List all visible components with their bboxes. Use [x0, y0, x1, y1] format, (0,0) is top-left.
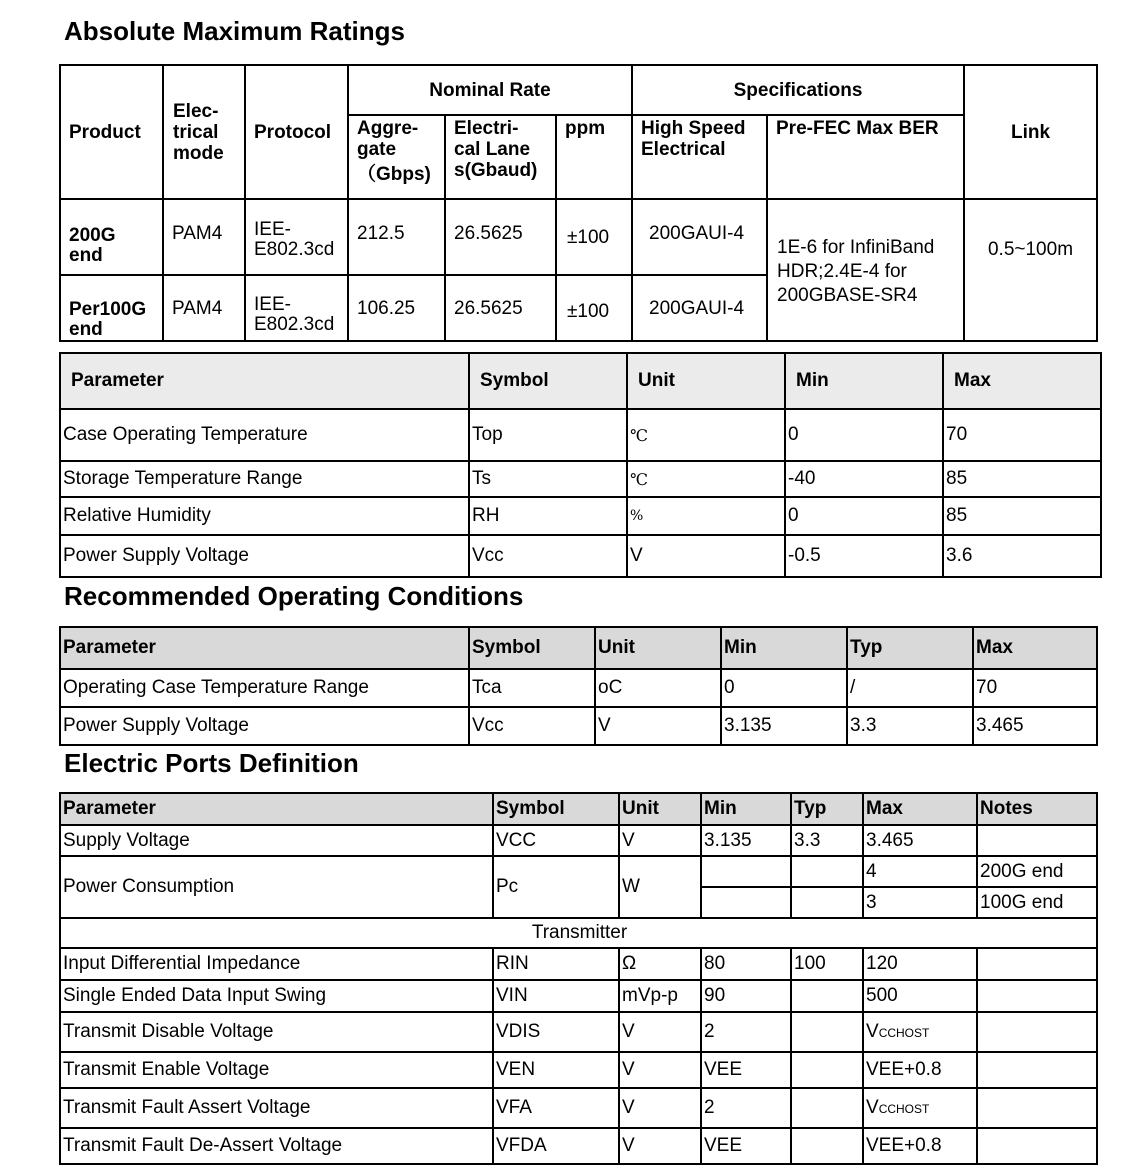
- header-max: Max: [863, 793, 977, 825]
- cell-max: [863, 1012, 977, 1052]
- cell-symbol: VIN: [493, 980, 619, 1012]
- cell-typ: 3.3: [791, 825, 863, 856]
- cell-parameter: Case Operating Temperature: [60, 409, 469, 461]
- table-row: [60, 1088, 1097, 1128]
- table-row: [60, 825, 1097, 856]
- cell-parameter: Transmit Fault Assert Voltage: [60, 1088, 493, 1128]
- product-line2: end: [69, 245, 103, 266]
- header-mode: [163, 65, 245, 199]
- header-lane-line1: Electri-: [454, 118, 519, 139]
- cell-symbol: Ts: [469, 461, 627, 497]
- cell-min: -40: [785, 461, 943, 497]
- cell-unit: ℃: [627, 409, 785, 461]
- cell-max: 3.6: [943, 535, 1101, 577]
- table-row: [60, 497, 1101, 535]
- cell-typ: [791, 887, 863, 918]
- cell-symbol: Vcc: [469, 707, 595, 745]
- header-high-speed: [632, 115, 767, 199]
- cell-min: -0.5: [785, 535, 943, 577]
- header-typ: Typ: [791, 793, 863, 825]
- cell-min: 2: [701, 1012, 791, 1052]
- ppm-cell: ±100: [556, 275, 632, 341]
- cell-parameter: Storage Temperature Range: [60, 461, 469, 497]
- cell-max: [863, 1088, 977, 1128]
- cell-unit: V: [619, 1088, 701, 1128]
- cell-max: VEE+0.8: [863, 1128, 977, 1164]
- header-link: Link: [964, 65, 1097, 199]
- cell-min: 0: [721, 669, 847, 707]
- product-cell: [60, 199, 163, 275]
- cell-max: 3: [863, 887, 977, 918]
- cell-unit: V: [619, 1012, 701, 1052]
- cell-unit: oC: [595, 669, 721, 707]
- cell-max: 70: [973, 669, 1097, 707]
- cell-notes: [977, 1052, 1097, 1088]
- cell-max: 3.465: [973, 707, 1097, 745]
- cell-symbol: Pc: [493, 856, 619, 918]
- cell-parameter: Transmit Fault De-Assert Voltage: [60, 1128, 493, 1164]
- product-line1: Per100G: [69, 299, 147, 320]
- section-title-absolute-max: Absolute Maximum Ratings: [64, 16, 405, 46]
- absolute-max-table: [59, 352, 1102, 578]
- header-unit: Unit: [627, 353, 785, 409]
- cell-parameter: Transmit Disable Voltage: [60, 1012, 493, 1052]
- header-ber: Pre-FEC Max BER: [767, 115, 964, 199]
- cell-parameter: Operating Case Temperature Range: [60, 669, 469, 707]
- header-max: Max: [973, 627, 1097, 669]
- table-row: [60, 948, 1097, 980]
- cell-max: 120: [863, 948, 977, 980]
- cell-parameter: Single Ended Data Input Swing: [60, 980, 493, 1012]
- header-symbol: Symbol: [469, 353, 627, 409]
- cell-min: 90: [701, 980, 791, 1012]
- header-mode-line2: trical: [173, 121, 219, 143]
- protocol-line2: E802.3cd: [254, 314, 335, 335]
- header-typ: Typ: [847, 627, 973, 669]
- cell-typ: [791, 1052, 863, 1088]
- header-product: Product: [60, 65, 163, 199]
- header-mode-line1: Elec-: [173, 100, 219, 122]
- header-lane-line3: s(Gbaud): [454, 160, 538, 181]
- cell-max: VEE+0.8: [863, 1052, 977, 1088]
- cell-unit: W: [619, 856, 701, 918]
- high-speed-cell: 200GAUI-4: [632, 275, 767, 341]
- cell-min: [701, 856, 791, 887]
- protocol-cell: [245, 275, 348, 341]
- cell-typ: 3.3: [847, 707, 973, 745]
- mode-cell: PAM4: [163, 199, 245, 275]
- cell-symbol: RH: [469, 497, 627, 535]
- cell-max: 500: [863, 980, 977, 1012]
- cell-notes: [977, 1128, 1097, 1164]
- header-mode-line3: mode: [173, 142, 224, 164]
- lane-cell: 26.5625: [445, 275, 556, 341]
- cell-min: 3.135: [701, 825, 791, 856]
- cell-notes: [977, 1012, 1097, 1052]
- cell-unit: mVp-p: [619, 980, 701, 1012]
- section-title-electric-ports: Electric Ports Definition: [64, 748, 359, 778]
- header-aggregate-line3: （Gbps): [357, 164, 431, 185]
- header-parameter: Parameter: [60, 793, 493, 825]
- header-parameter: Parameter: [60, 627, 469, 669]
- cell-max: 85: [943, 497, 1101, 535]
- product-cell: [60, 275, 163, 341]
- table-row: [60, 535, 1101, 577]
- header-max: Max: [943, 353, 1101, 409]
- cell-parameter: Power Supply Voltage: [60, 535, 469, 577]
- vcchost-sub: CCHOST: [878, 1102, 930, 1116]
- header-aggregate: [348, 115, 445, 199]
- cell-notes: [977, 825, 1097, 856]
- aggregate-cell: 106.25: [348, 275, 445, 341]
- cell-notes: [977, 948, 1097, 980]
- cell-symbol: VFA: [493, 1088, 619, 1128]
- ber-line1: 1E-6 for InfiniBand: [777, 237, 935, 258]
- cell-typ: [791, 1088, 863, 1128]
- cell-min: VEE: [701, 1128, 791, 1164]
- header-min: Min: [785, 353, 943, 409]
- lane-cell: 26.5625: [445, 199, 556, 275]
- cell-unit: Ω: [619, 948, 701, 980]
- cell-parameter: Supply Voltage: [60, 825, 493, 856]
- cell-parameter: Power Supply Voltage: [60, 707, 469, 745]
- header-specifications: Specifications: [632, 65, 964, 115]
- vcchost-main: V: [866, 1021, 879, 1042]
- high-speed-cell: 200GAUI-4: [632, 199, 767, 275]
- cell-min: 0: [785, 497, 943, 535]
- cell-typ: /: [847, 669, 973, 707]
- cell-unit: V: [627, 535, 785, 577]
- cell-typ: 100: [791, 948, 863, 980]
- recommended-conditions-table: [59, 626, 1098, 746]
- table-row: [60, 980, 1097, 1012]
- header-min: Min: [701, 793, 791, 825]
- table-row: [60, 1128, 1097, 1164]
- header-nominal-rate: Nominal Rate: [348, 65, 632, 115]
- table-row: [60, 1012, 1097, 1052]
- header-aggregate-line1: Aggre-: [357, 118, 419, 139]
- cell-unit: V: [619, 825, 701, 856]
- transmitter-section-row: [60, 918, 1097, 948]
- product-line1: 200G: [69, 225, 116, 246]
- cell-max: 3.465: [863, 825, 977, 856]
- protocol-line1: IEE-: [254, 219, 291, 240]
- cell-parameter: Transmit Enable Voltage: [60, 1052, 493, 1088]
- header-aggregate-line2: gate: [357, 139, 397, 160]
- header-high-speed-line1: High Speed: [641, 118, 746, 139]
- protocol-line2: E802.3cd: [254, 239, 335, 260]
- header-protocol: Protocol: [245, 65, 348, 199]
- header-symbol: Symbol: [493, 793, 619, 825]
- header-unit: Unit: [595, 627, 721, 669]
- cell-symbol: Tca: [469, 669, 595, 707]
- header-parameter: Parameter: [60, 353, 469, 409]
- cell-unit: %: [627, 497, 785, 535]
- table-row: [60, 199, 1097, 275]
- table-row: [60, 856, 1097, 887]
- header-symbol: Symbol: [469, 627, 595, 669]
- mode-cell: PAM4: [163, 275, 245, 341]
- cell-notes: [977, 980, 1097, 1012]
- cell-symbol: VCC: [493, 825, 619, 856]
- cell-min: [701, 887, 791, 918]
- electric-ports-table: [59, 792, 1098, 1165]
- cell-max: 4: [863, 856, 977, 887]
- header-min: Min: [721, 627, 847, 669]
- cell-min: 3.135: [721, 707, 847, 745]
- ber-line3: 200GBASE-SR4: [777, 285, 918, 306]
- table-row: [60, 409, 1101, 461]
- transmitter-label: Transmitter: [60, 918, 1097, 948]
- header-notes: Notes: [977, 793, 1097, 825]
- link-cell: 0.5~100m: [964, 199, 1097, 341]
- header-lane-line2: cal Lane: [454, 139, 531, 160]
- ber-line2: HDR;2.4E-4 for: [777, 261, 907, 282]
- cell-parameter: Relative Humidity: [60, 497, 469, 535]
- cell-typ: [791, 856, 863, 887]
- cell-min: 0: [785, 409, 943, 461]
- cell-symbol: VDIS: [493, 1012, 619, 1052]
- vcchost-sub: CCHOST: [878, 1026, 930, 1040]
- cell-min: VEE: [701, 1052, 791, 1088]
- header-high-speed-line2: Electrical: [641, 139, 726, 160]
- vcchost-main: V: [866, 1097, 879, 1118]
- aggregate-cell: 212.5: [348, 199, 445, 275]
- cell-symbol: RIN: [493, 948, 619, 980]
- cell-typ: [791, 980, 863, 1012]
- cell-symbol: VEN: [493, 1052, 619, 1088]
- protocol-cell: [245, 199, 348, 275]
- product-table: [59, 64, 1098, 342]
- cell-notes: 200G end: [977, 856, 1097, 887]
- cell-unit: V: [619, 1052, 701, 1088]
- ppm-cell: ±100: [556, 199, 632, 275]
- table-row: [60, 669, 1097, 707]
- header-unit: Unit: [619, 793, 701, 825]
- cell-symbol: VFDA: [493, 1128, 619, 1164]
- table-row: [60, 1052, 1097, 1088]
- cell-unit: ℃: [627, 461, 785, 497]
- cell-min: 80: [701, 948, 791, 980]
- cell-typ: [791, 1012, 863, 1052]
- table-row: [60, 707, 1097, 745]
- cell-parameter: Power Consumption: [60, 856, 493, 918]
- cell-max: 85: [943, 461, 1101, 497]
- cell-notes: [977, 1088, 1097, 1128]
- header-ppm: ppm: [556, 115, 632, 199]
- protocol-line1: IEE-: [254, 294, 291, 315]
- table-row: [60, 461, 1101, 497]
- product-line2: end: [69, 319, 103, 340]
- cell-typ: [791, 1128, 863, 1164]
- header-lane: [445, 115, 556, 199]
- cell-parameter: Input Differential Impedance: [60, 948, 493, 980]
- cell-symbol: Top: [469, 409, 627, 461]
- cell-min: 2: [701, 1088, 791, 1128]
- cell-notes: 100G end: [977, 887, 1097, 918]
- cell-symbol: Vcc: [469, 535, 627, 577]
- cell-unit: V: [595, 707, 721, 745]
- ber-cell: [767, 199, 964, 341]
- cell-max: 70: [943, 409, 1101, 461]
- section-title-recommended: Recommended Operating Conditions: [64, 581, 524, 611]
- cell-unit: V: [619, 1128, 701, 1164]
